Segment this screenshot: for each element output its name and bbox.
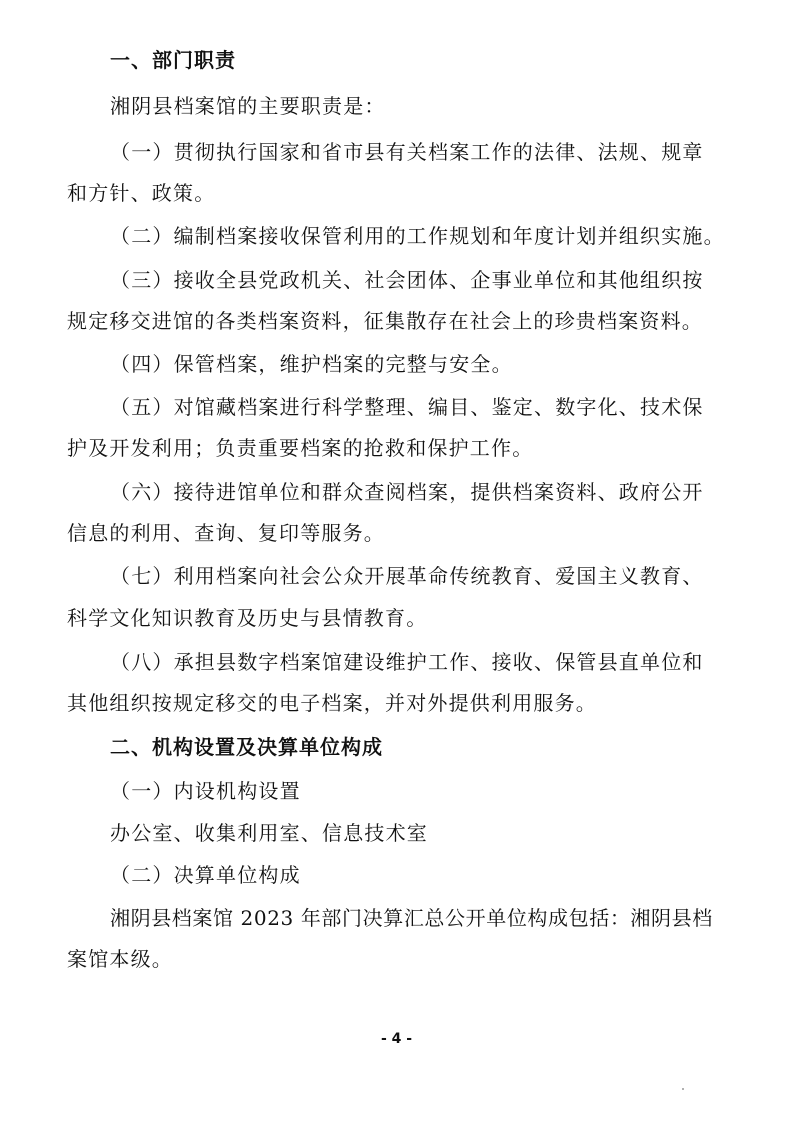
duty-item-1-line-1: （一）贯彻执行国家和省市县有关档案工作的法律、法规、规章 (110, 140, 704, 164)
subsection-1-body: 办公室、收集利用室、信息技术室 (110, 821, 428, 845)
duty-item-3-line-1: （三）接收全县党政机关、社会团体、企事业单位和其他组织按 (110, 268, 704, 292)
subsection-2-body-line-1: 湘阴县档案馆 2023 年部门决算汇总公开单位构成包括：湘阴县档 (110, 906, 713, 930)
subsection-2-title: （二）决算单位构成 (110, 863, 301, 887)
duty-item-8-line-1: （八）承担县数字档案馆建设维护工作、接收、保管县直单位和 (110, 650, 704, 674)
duty-item-6-line-2: 信息的利用、查询、复印等服务。 (67, 521, 385, 545)
duty-item-5-line-1: （五）对馆藏档案进行科学整理、编目、鉴定、数字化、技术保 (110, 395, 704, 419)
duty-item-4-line-1: （四）保管档案，维护档案的完整与安全。 (110, 352, 513, 376)
duty-item-2-line-1: （二）编制档案接收保管利用的工作规划和年度计划并组织实施。 (110, 224, 725, 248)
duty-item-7-line-2: 科学文化知识教育及历史与县情教育。 (67, 606, 428, 630)
section-2-heading: 二、机构设置及决算单位构成 (110, 735, 383, 759)
duty-item-1-line-2: 和方针、政策。 (67, 181, 216, 205)
subsection-2-body-line-2: 案馆本级。 (67, 947, 173, 971)
duty-item-8-line-2: 其他组织按规定移交的电子档案，并对外提供利用服务。 (67, 691, 597, 715)
duty-item-3-line-2: 规定移交进馆的各类档案资料，征集散存在社会上的珍贵档案资料。 (67, 309, 703, 333)
duty-item-6-line-1: （六）接待进馆单位和群众查阅档案，提供档案资料、政府公开 (110, 480, 704, 504)
subsection-1-title: （一）内设机构设置 (110, 779, 301, 803)
scan-speck (682, 1088, 684, 1090)
section-1-heading: 一、部门职责 (110, 48, 236, 72)
section-1-intro: 湘阴县档案馆的主要职责是： (110, 94, 386, 118)
page-number: - 4 - (380, 1031, 413, 1047)
duty-item-7-line-1: （七）利用档案向社会公众开展革命传统教育、爱国主义教育、 (110, 564, 704, 588)
duty-item-5-line-2: 护及开发利用；负责重要档案的抢救和保护工作。 (67, 436, 534, 460)
